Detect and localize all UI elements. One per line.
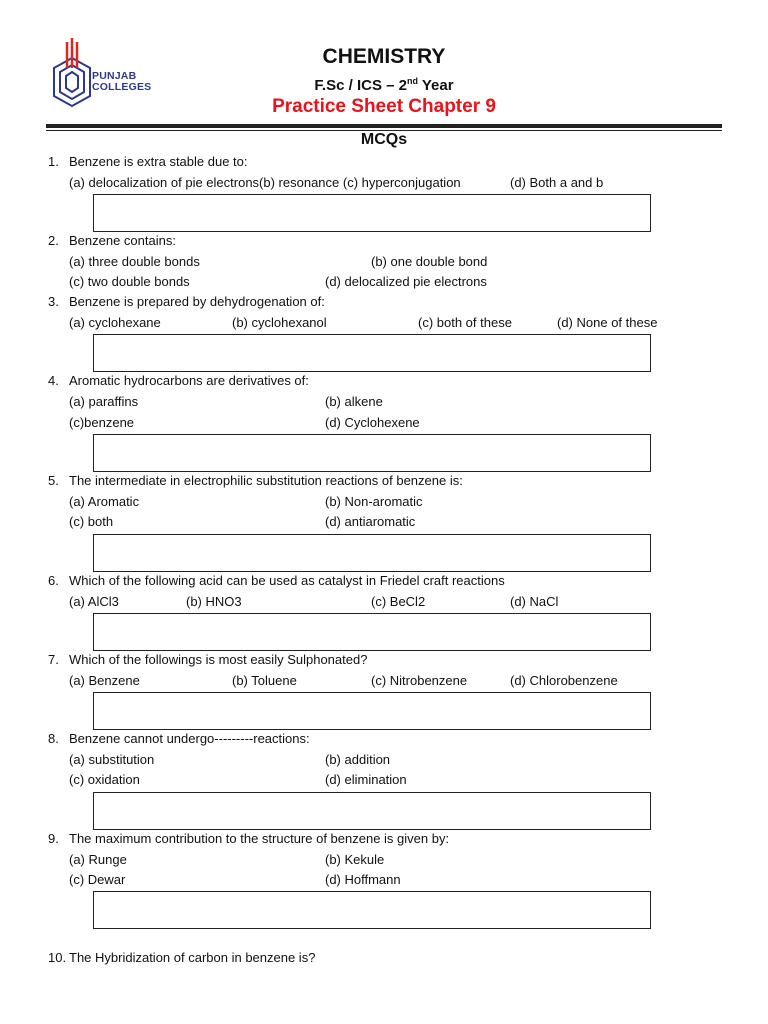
option: (d) Chlorobenzene bbox=[510, 673, 618, 688]
question-1 bbox=[48, 154, 248, 169]
option: (c) both bbox=[69, 514, 114, 529]
logo-text-punjab: PUNJAB bbox=[92, 70, 137, 82]
practice-sheet-title: Practice Sheet Chapter 9 bbox=[272, 96, 496, 117]
option: (a) Benzene bbox=[69, 673, 140, 688]
option: (d) None of these bbox=[557, 315, 658, 330]
option: (a) delocalization of pie electrons(b) resonance (c) hyperconjugation bbox=[69, 175, 461, 190]
section-heading: MCQs bbox=[360, 131, 408, 148]
option: (b) addition bbox=[325, 752, 391, 767]
answer-box[interactable] bbox=[93, 792, 651, 830]
question-5 bbox=[48, 473, 463, 488]
question-number: 8. bbox=[48, 731, 59, 746]
question-text: Which of the followings is most easily Sulphonated? bbox=[69, 652, 368, 667]
question-text: The maximum contribution to the structure of benzene is given by: bbox=[69, 831, 450, 846]
option: (c)benzene bbox=[69, 415, 135, 430]
question-text: The Hybridization of carbon in benzene is? bbox=[69, 950, 316, 965]
question-text: Benzene contains: bbox=[69, 233, 176, 248]
option: (c) two double bonds bbox=[69, 274, 190, 289]
option: (c) Dewar bbox=[69, 872, 126, 887]
option: (d) elimination bbox=[325, 772, 407, 787]
option: (a) cyclohexane bbox=[69, 315, 161, 330]
question-7 bbox=[48, 652, 367, 667]
question-number: 9. bbox=[48, 831, 59, 846]
option: (d) Both a and b bbox=[510, 175, 604, 190]
option: (b) Kekule bbox=[325, 852, 385, 867]
question-number: 7. bbox=[48, 652, 59, 667]
question-10 bbox=[48, 950, 315, 965]
class-superscript: nd bbox=[406, 76, 418, 86]
class-prefix: F.Sc / ICS – 2 bbox=[314, 77, 407, 94]
option: (a) three double bonds bbox=[69, 254, 200, 269]
option: (b) alkene bbox=[325, 394, 383, 409]
option: (a) AlCl3 bbox=[69, 594, 119, 609]
option: (b) HNO3 bbox=[186, 594, 242, 609]
question-number: 1. bbox=[48, 154, 59, 169]
answer-box[interactable] bbox=[93, 891, 651, 929]
option: (d) Hoffmann bbox=[325, 872, 401, 887]
question-number: 5. bbox=[48, 473, 59, 488]
question-8 bbox=[48, 731, 310, 746]
answer-box[interactable] bbox=[93, 613, 651, 651]
question-number: 6. bbox=[48, 573, 59, 588]
answer-box[interactable] bbox=[93, 692, 651, 730]
question-4 bbox=[48, 373, 309, 388]
question-text: Aromatic hydrocarbons are derivatives of: bbox=[69, 373, 309, 388]
option: (c) both of these bbox=[418, 315, 512, 330]
option: (a) Runge bbox=[69, 852, 127, 867]
question-text: Benzene cannot undergo---------reactions: bbox=[69, 731, 310, 746]
question-text: Benzene is prepared by dehydrogenation of: bbox=[69, 294, 325, 309]
class-subtitle bbox=[0, 76, 768, 94]
option: (d) NaCl bbox=[510, 594, 559, 609]
option: (a) Aromatic bbox=[69, 494, 140, 509]
option: (b) cyclohexanol bbox=[232, 315, 327, 330]
question-6 bbox=[48, 573, 505, 588]
question-number: 10. bbox=[48, 950, 67, 965]
option: (c) BeCl2 bbox=[371, 594, 426, 609]
option: (a) substitution bbox=[69, 752, 155, 767]
question-number: 3. bbox=[48, 294, 59, 309]
class-suffix: Year bbox=[417, 77, 454, 94]
option: (b) one double bond bbox=[371, 254, 488, 269]
header-rule-thick bbox=[46, 124, 722, 128]
option: (c) oxidation bbox=[69, 772, 140, 787]
question-text: Which of the following acid can be used as catalyst in Friedel craft reactions bbox=[69, 573, 505, 588]
answer-box[interactable] bbox=[93, 194, 651, 232]
answer-box[interactable] bbox=[93, 534, 651, 572]
question-2 bbox=[48, 233, 176, 248]
question-text: The intermediate in electrophilic substitution reactions of benzene is: bbox=[69, 473, 463, 488]
question-number: 4. bbox=[48, 373, 59, 388]
option: (b) Toluene bbox=[232, 673, 297, 688]
question-9 bbox=[48, 831, 449, 846]
question-number: 2. bbox=[48, 233, 59, 248]
logo-text-colleges: COLLEGES bbox=[92, 81, 152, 93]
answer-box[interactable] bbox=[93, 334, 651, 372]
question-text: Benzene is extra stable due to: bbox=[69, 154, 248, 169]
option: (a) paraffins bbox=[69, 394, 139, 409]
option: (b) Non-aromatic bbox=[325, 494, 423, 509]
answer-box[interactable] bbox=[93, 434, 651, 472]
subject-title: CHEMISTRY bbox=[322, 45, 446, 68]
option: (d) delocalized pie electrons bbox=[325, 274, 487, 289]
option: (d) antiaromatic bbox=[325, 514, 416, 529]
question-3 bbox=[48, 294, 325, 309]
option: (c) Nitrobenzene bbox=[371, 673, 468, 688]
option: (d) Cyclohexene bbox=[325, 415, 420, 430]
